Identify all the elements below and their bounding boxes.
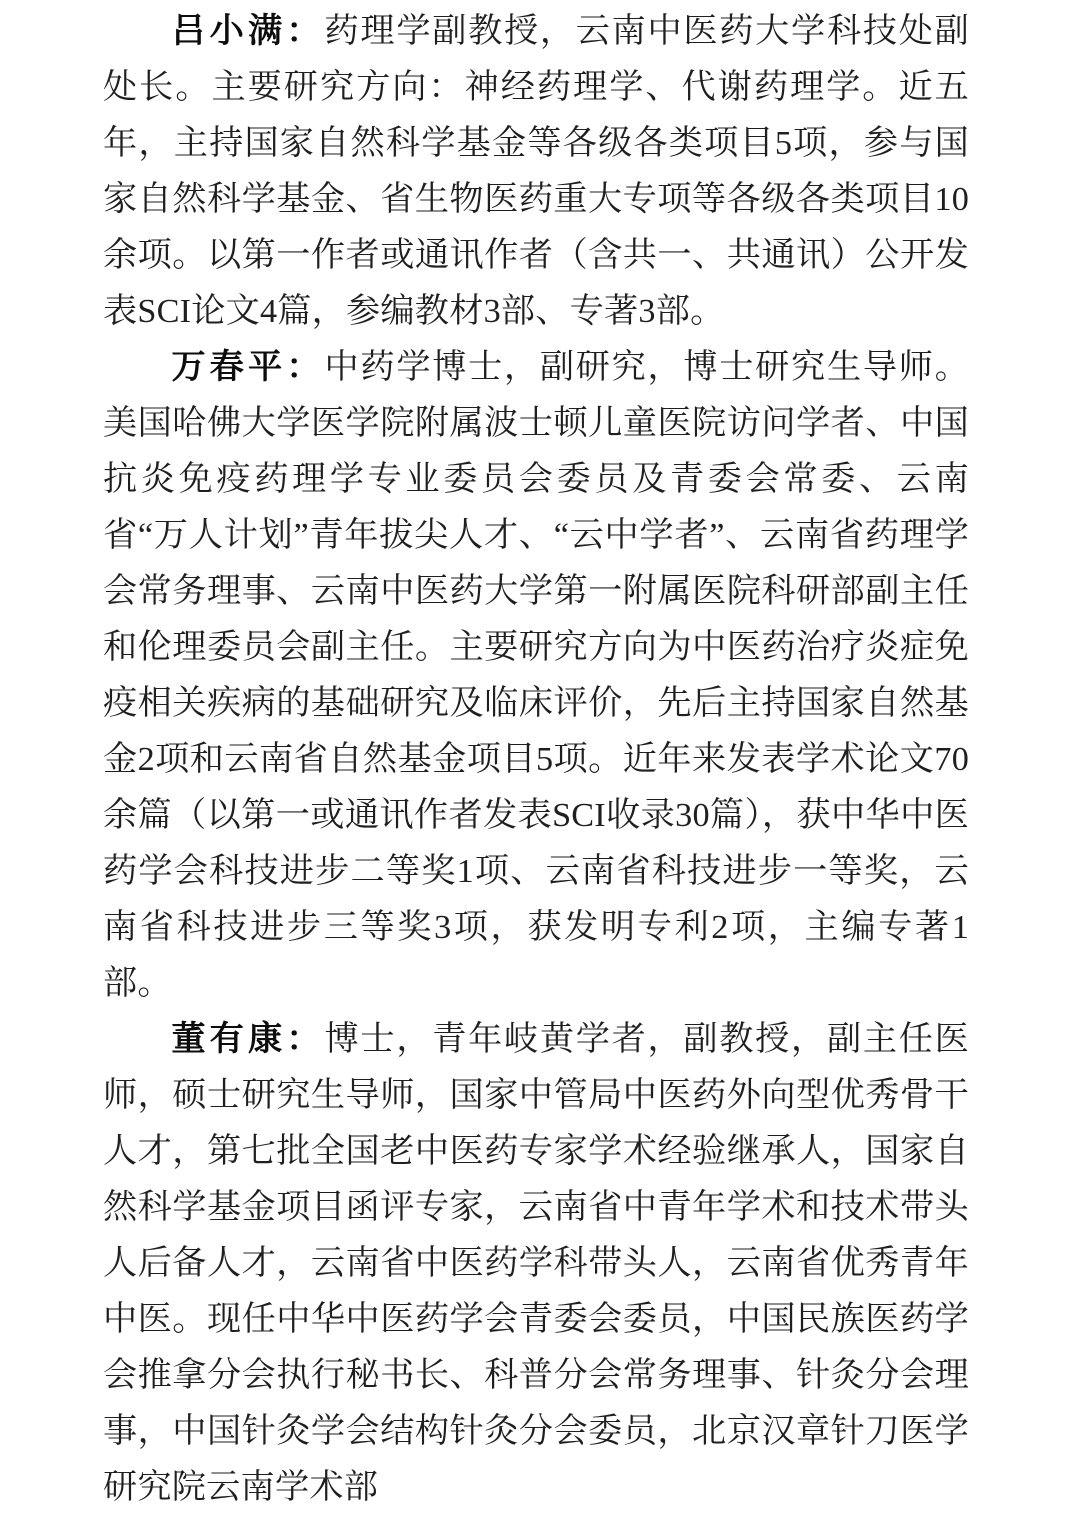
biography-body-2: 中药学博士，副研究，博士研究生导师。美国哈佛大学医学院附属波士顿儿童医院访问学者、中国抗炎免疫药理学专业委员会委员及青委会常委、云南省“万人计划”青年拔尖人才、“云中学者”、云南省药理学会常务理事、云南中医药大学第一附属医院科研部副主任和伦理委员会副主任。主要研究方向为中医药治疗炎症免疫相关疾病的基础研究及临床评价，先后主持国家自然基金2项和云南省自然基金项目5项。近年来发表学术论文70余篇（以第一或通讯作者发表SCI收录30篇），获中华中医药学会科技进步二等奖1项、云南省科技进步一等奖，云南省科技进步三等奖3项，获发明专利2项，主编专著1部。 — [103, 349, 969, 1002]
person-name-2: 万春平 — [171, 349, 287, 386]
biography-paragraph-2 — [103, 340, 969, 1012]
biography-body-3: 博士，青年岐黄学者，副教授，副主任医师，硕士研究生导师，国家中管局中医药外向型优秀骨干人才，第七批全国老中医药专家学术经验继承人，国家自然科学基金项目函评专家，云南省中青年学术和技术带头人后备人才，云南省中医药学科带头人，云南省优秀青年中医。现任中华中医药学会青委会委员，中国民族医药学会推拿分会执行秘书长、科普分会常务理事、针灸分会理事，中国针灸学会结构针灸分会委员，北京汉章针刀医学研究院云南学术部 — [103, 1021, 969, 1506]
name-separator-3: ： — [286, 1021, 325, 1058]
person-name-3: 董有康 — [171, 1021, 287, 1058]
name-separator-1: ： — [286, 13, 325, 50]
text-column — [103, 4, 969, 1516]
biography-paragraph-1 — [103, 4, 969, 340]
name-separator-2: ： — [286, 349, 325, 386]
person-name-1: 吕小满 — [171, 13, 287, 50]
biography-paragraph-3 — [103, 1012, 969, 1516]
biography-body-1: 药理学副教授，云南中医药大学科技处副处长。主要研究方向：神经药理学、代谢药理学。近五年，主持国家自然科学基金等各级各类项目5项，参与国家自然科学基金、省生物医药重大专项等各级各类项目10余项。以第一作者或通讯作者（含共一、共通讯）公开发表SCI论文4篇，参编教材3部、专著3部。 — [103, 13, 969, 330]
